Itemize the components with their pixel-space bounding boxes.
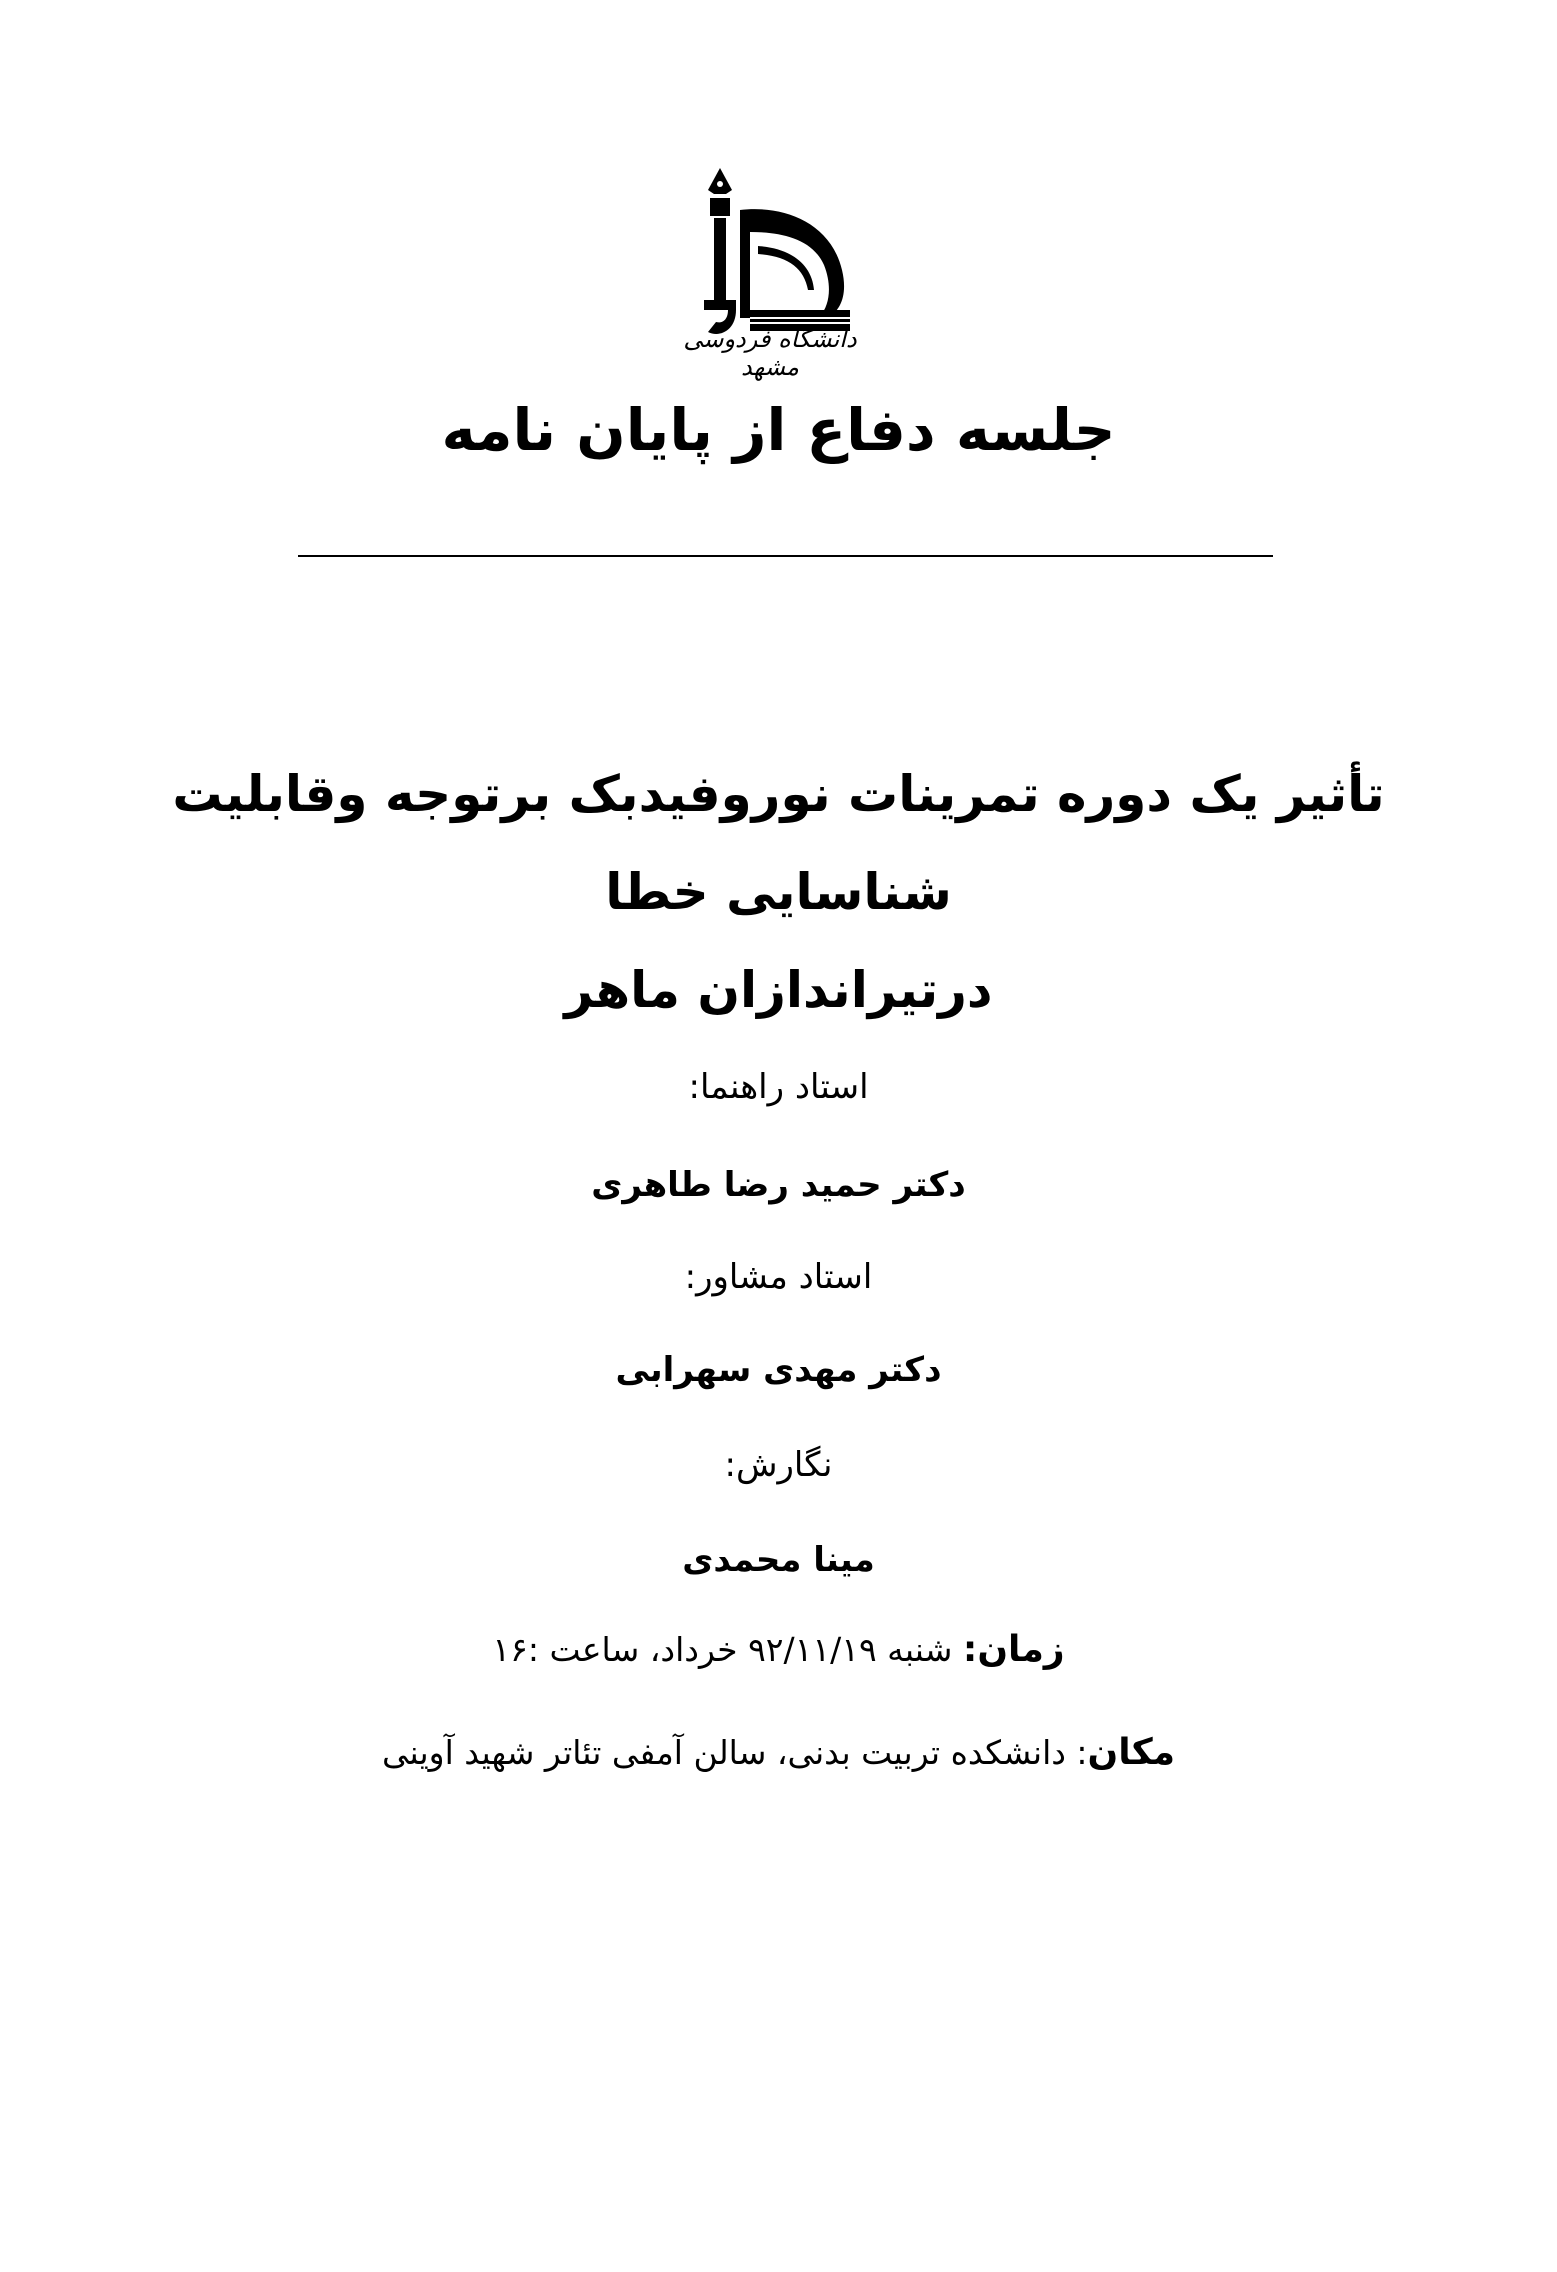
thesis-title	[150, 745, 1407, 1039]
place-value: : دانشکده تربیت بدنی، سالن آمفی تئاتر شهید آوینی	[381, 1733, 1088, 1772]
page-heading: جلسه دفاع از پایان نامه	[441, 396, 1116, 464]
supervisor-label: استاد راهنما:	[688, 1067, 869, 1107]
time-value: شنبه ۹۲/۱۱/۱۹ خرداد، ساعت :۱۶	[492, 1630, 963, 1669]
thesis-title-line-2: درتیراندازان ماهر	[564, 961, 993, 1019]
horizontal-divider	[298, 555, 1273, 557]
advisor-name: دکتر مهدی سهرابی	[615, 1350, 942, 1390]
time-label: زمان:	[962, 1629, 1065, 1670]
supervisor-name: دکتر حمید رضا طاهری	[591, 1165, 966, 1205]
author-name: مینا محمدی	[682, 1540, 875, 1580]
defense-place	[0, 1728, 1557, 1778]
author-label: نگارش:	[724, 1445, 833, 1485]
place-label: مکان	[1087, 1732, 1176, 1773]
university-logo-caption: دانشگاه فردوسی مشهد	[683, 325, 857, 381]
advisor-label: استاد مشاور:	[684, 1257, 873, 1297]
defense-time	[0, 1625, 1557, 1675]
thesis-title-line-1: تأثیر یک دوره تمرینات نوروفیدبک برتوجه وقابلیت شناسایی خطا	[172, 765, 1385, 921]
